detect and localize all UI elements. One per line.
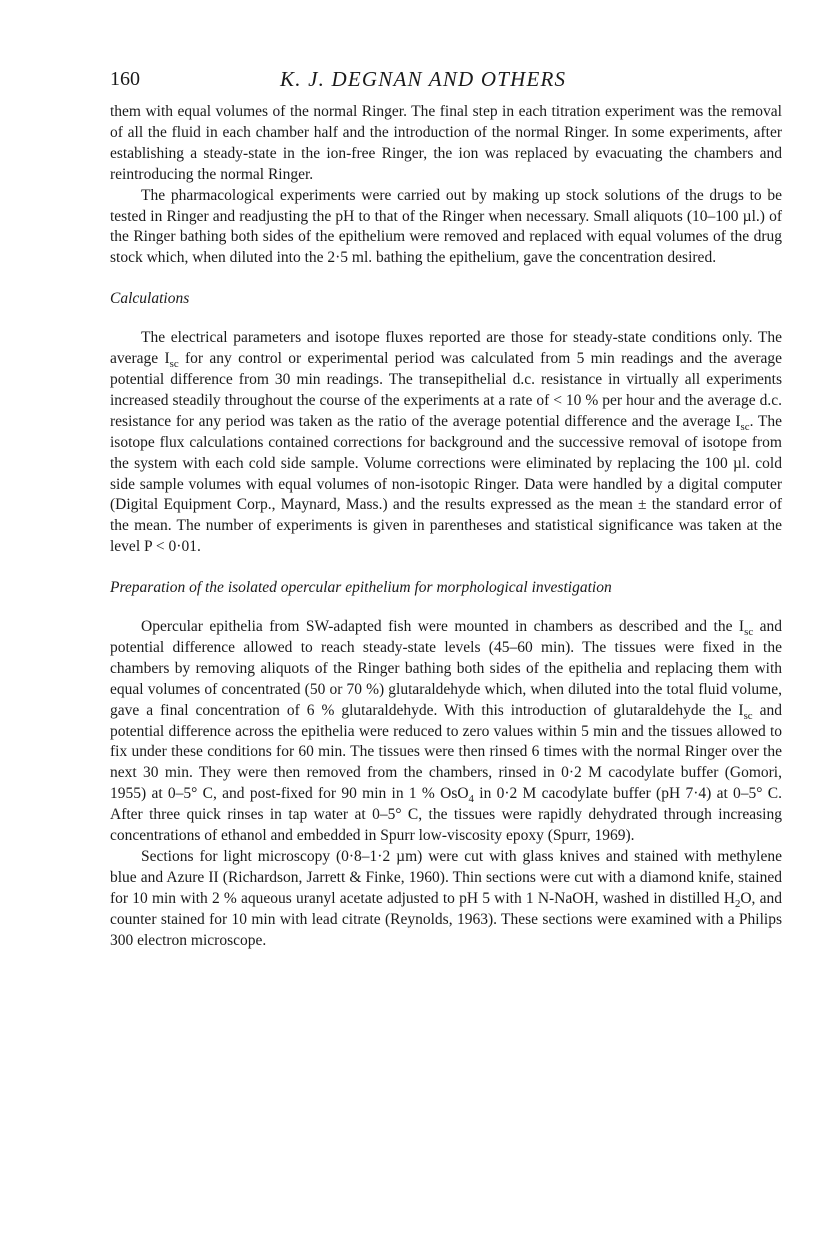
paragraph-preparation: Opercular epithelia from SW-adapted fish were mounted in chambers as described and the $I_{sc}$ and potential difference allowed to reach steady-state levels (45–60 min). The tissues were fixed in the chambers by removing aliquots of the Ringer bathing both sides of the epithelia and replacing them with equal volumes of concentrated (50 or 70 %) glutaraldehyde which, when diluted into the total fluid volume, gave a final concentration of 6 % glutaraldehyde. With this introduction of glutaraldehyde the $I_{sc}$ and potential difference across the epithelia were reduced to zero values within 5 min and the tissues allowed to fix under these conditions for 60 min. The tissues were then rinsed 6 times with the normal Ringer over the next 30 min. They were then removed from the chambers, rinsed in 0·2 M cacodylate buffer (Gomori, 1955) at 0–5° C, and post-fixed for 90 min in 1 % OsO$_4$ in 0·2 M cacodylate buffer (pH 7·4) at 0–5° C. After three quick rinses in tap water at 0–5° C, the tissues were rapidly dehydrated through increasing concentrations of ethanol and embedded in Spurr low-viscosity epoxy (Spurr, 1969). xyxy=(110,618,782,845)
paragraph-pharmacological: The pharmacological experiments were carried out by making up stock solutions of the drugs to be tested in Ringer and readjusting the pH to that of the Ringer when necessary. Small aliquots (10–100 µl.) of the Ringer bathing both sides of the epithelium were removed and replaced with equal volumes of the drug stock which, when diluted into the 2·5 ml. bathing the epithelium, gave the concentration desired. xyxy=(110,186,782,267)
spacer xyxy=(110,310,782,328)
running-title: K. J. DEGNAN AND OTHERS xyxy=(280,67,567,91)
running-head xyxy=(110,64,782,94)
journal-page xyxy=(110,64,782,952)
paragraph-sections: Sections for light microscopy (0·8–1·2 µm) were cut with glass knives and stained with methylene blue and Azure II (Richardson, Jarrett & Finke, 1960). Thin sections were cut with a diamond knife, stained for 10 min with 2 % aqueous uranyl acetate adjusted to pH 5 with 1 N-NaOH, washed in distilled $H_2O$, and counter stained for 10 min with lead citrate (Reynolds, 1963). These sections were examined with a Philips 300 electron microscope. xyxy=(110,848,782,949)
paragraph-calculations: The electrical parameters and isotope fluxes reported are those for steady-state conditions only. The average $I_{sc}$ for any control or experimental period was calculated from 5 min readings and the average potential difference from 30 min readings. The transepithelial d.c. resistance in virtually all experiments increased steadily throughout the course of the experiments at a rate of < 10 % per hour and the average d.c. resistance for any period was taken as the ratio of the average potential difference and the average $I_{sc}$. The isotope flux calculations contained corrections for background and the successive removal of isotope from the system with each cold side sample. Volume corrections were eliminated by replacing the 100 µl. cold side sample volumes with equal volumes of non-isotopic Ringer. Data were handled by a digital computer (Digital Equipment Corp., Maynard, Mass.) and the results expressed as the mean ± the standard error of the mean. The number of experiments is given in parentheses and statistical significance was taken at the level P < 0·01. xyxy=(110,329,782,556)
section-heading-preparation: Preparation of the isolated opercular epithelium for morphological investigation xyxy=(110,579,612,597)
spacer xyxy=(110,599,782,617)
paragraph-titration-continued: them with equal volumes of the normal Ringer. The final step in each titration experiment was the removal of all the fluid in each chamber half and the introduction of the normal Ringer. In some experiments, after establishing a steady-state in the ion-free Ringer, the ion was replaced by evacuating the chambers and reintroducing the normal Ringer. xyxy=(110,103,782,183)
spacer xyxy=(110,269,782,289)
spacer xyxy=(110,558,782,578)
spacer xyxy=(110,94,782,102)
section-heading-calculations: Calculations xyxy=(110,290,190,308)
page-number: 160 xyxy=(110,68,140,90)
